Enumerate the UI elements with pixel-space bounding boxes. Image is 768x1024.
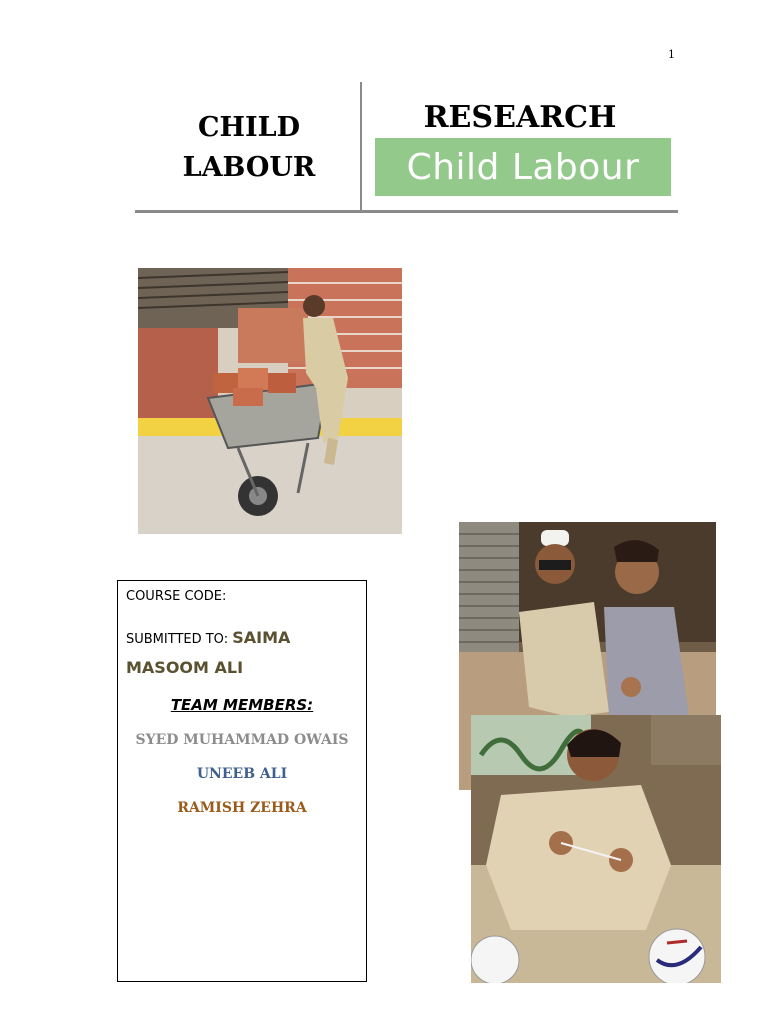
title-divider-horizontal — [135, 210, 678, 213]
submitted-to-name-2: MASOOM ALI — [126, 658, 244, 677]
football-stitching-illustration — [471, 715, 721, 983]
submitted-to-name-1: SAIMA — [232, 628, 291, 647]
course-code-label: COURSE CODE: — [126, 589, 227, 604]
info-box — [117, 580, 367, 982]
wheelbarrow-illustration — [138, 268, 402, 534]
left-title — [140, 108, 358, 188]
right-title: RESEARCH — [423, 100, 617, 135]
subtitle-banner — [375, 138, 671, 196]
team-member-2: UNEEB ALI — [196, 766, 288, 782]
title-divider-vertical — [360, 82, 362, 210]
left-title-line-2: LABOUR — [182, 152, 316, 183]
team-members-heading: TEAM MEMBERS: — [170, 696, 314, 714]
page-number: 1 — [668, 48, 675, 61]
team-member-1: SYED MUHAMMAD OWAIS — [135, 732, 349, 748]
photo-football-stitching — [471, 715, 721, 983]
team-member-3: RAMISH ZEHRA — [177, 800, 307, 816]
submitted-to-label: SUBMITTED TO: — [126, 632, 229, 647]
left-title-line-1: CHILD — [197, 112, 301, 143]
submitted-to — [126, 624, 358, 684]
photo-wheelbarrow — [138, 268, 402, 534]
subtitle-banner-text: Child Labour — [406, 146, 640, 188]
